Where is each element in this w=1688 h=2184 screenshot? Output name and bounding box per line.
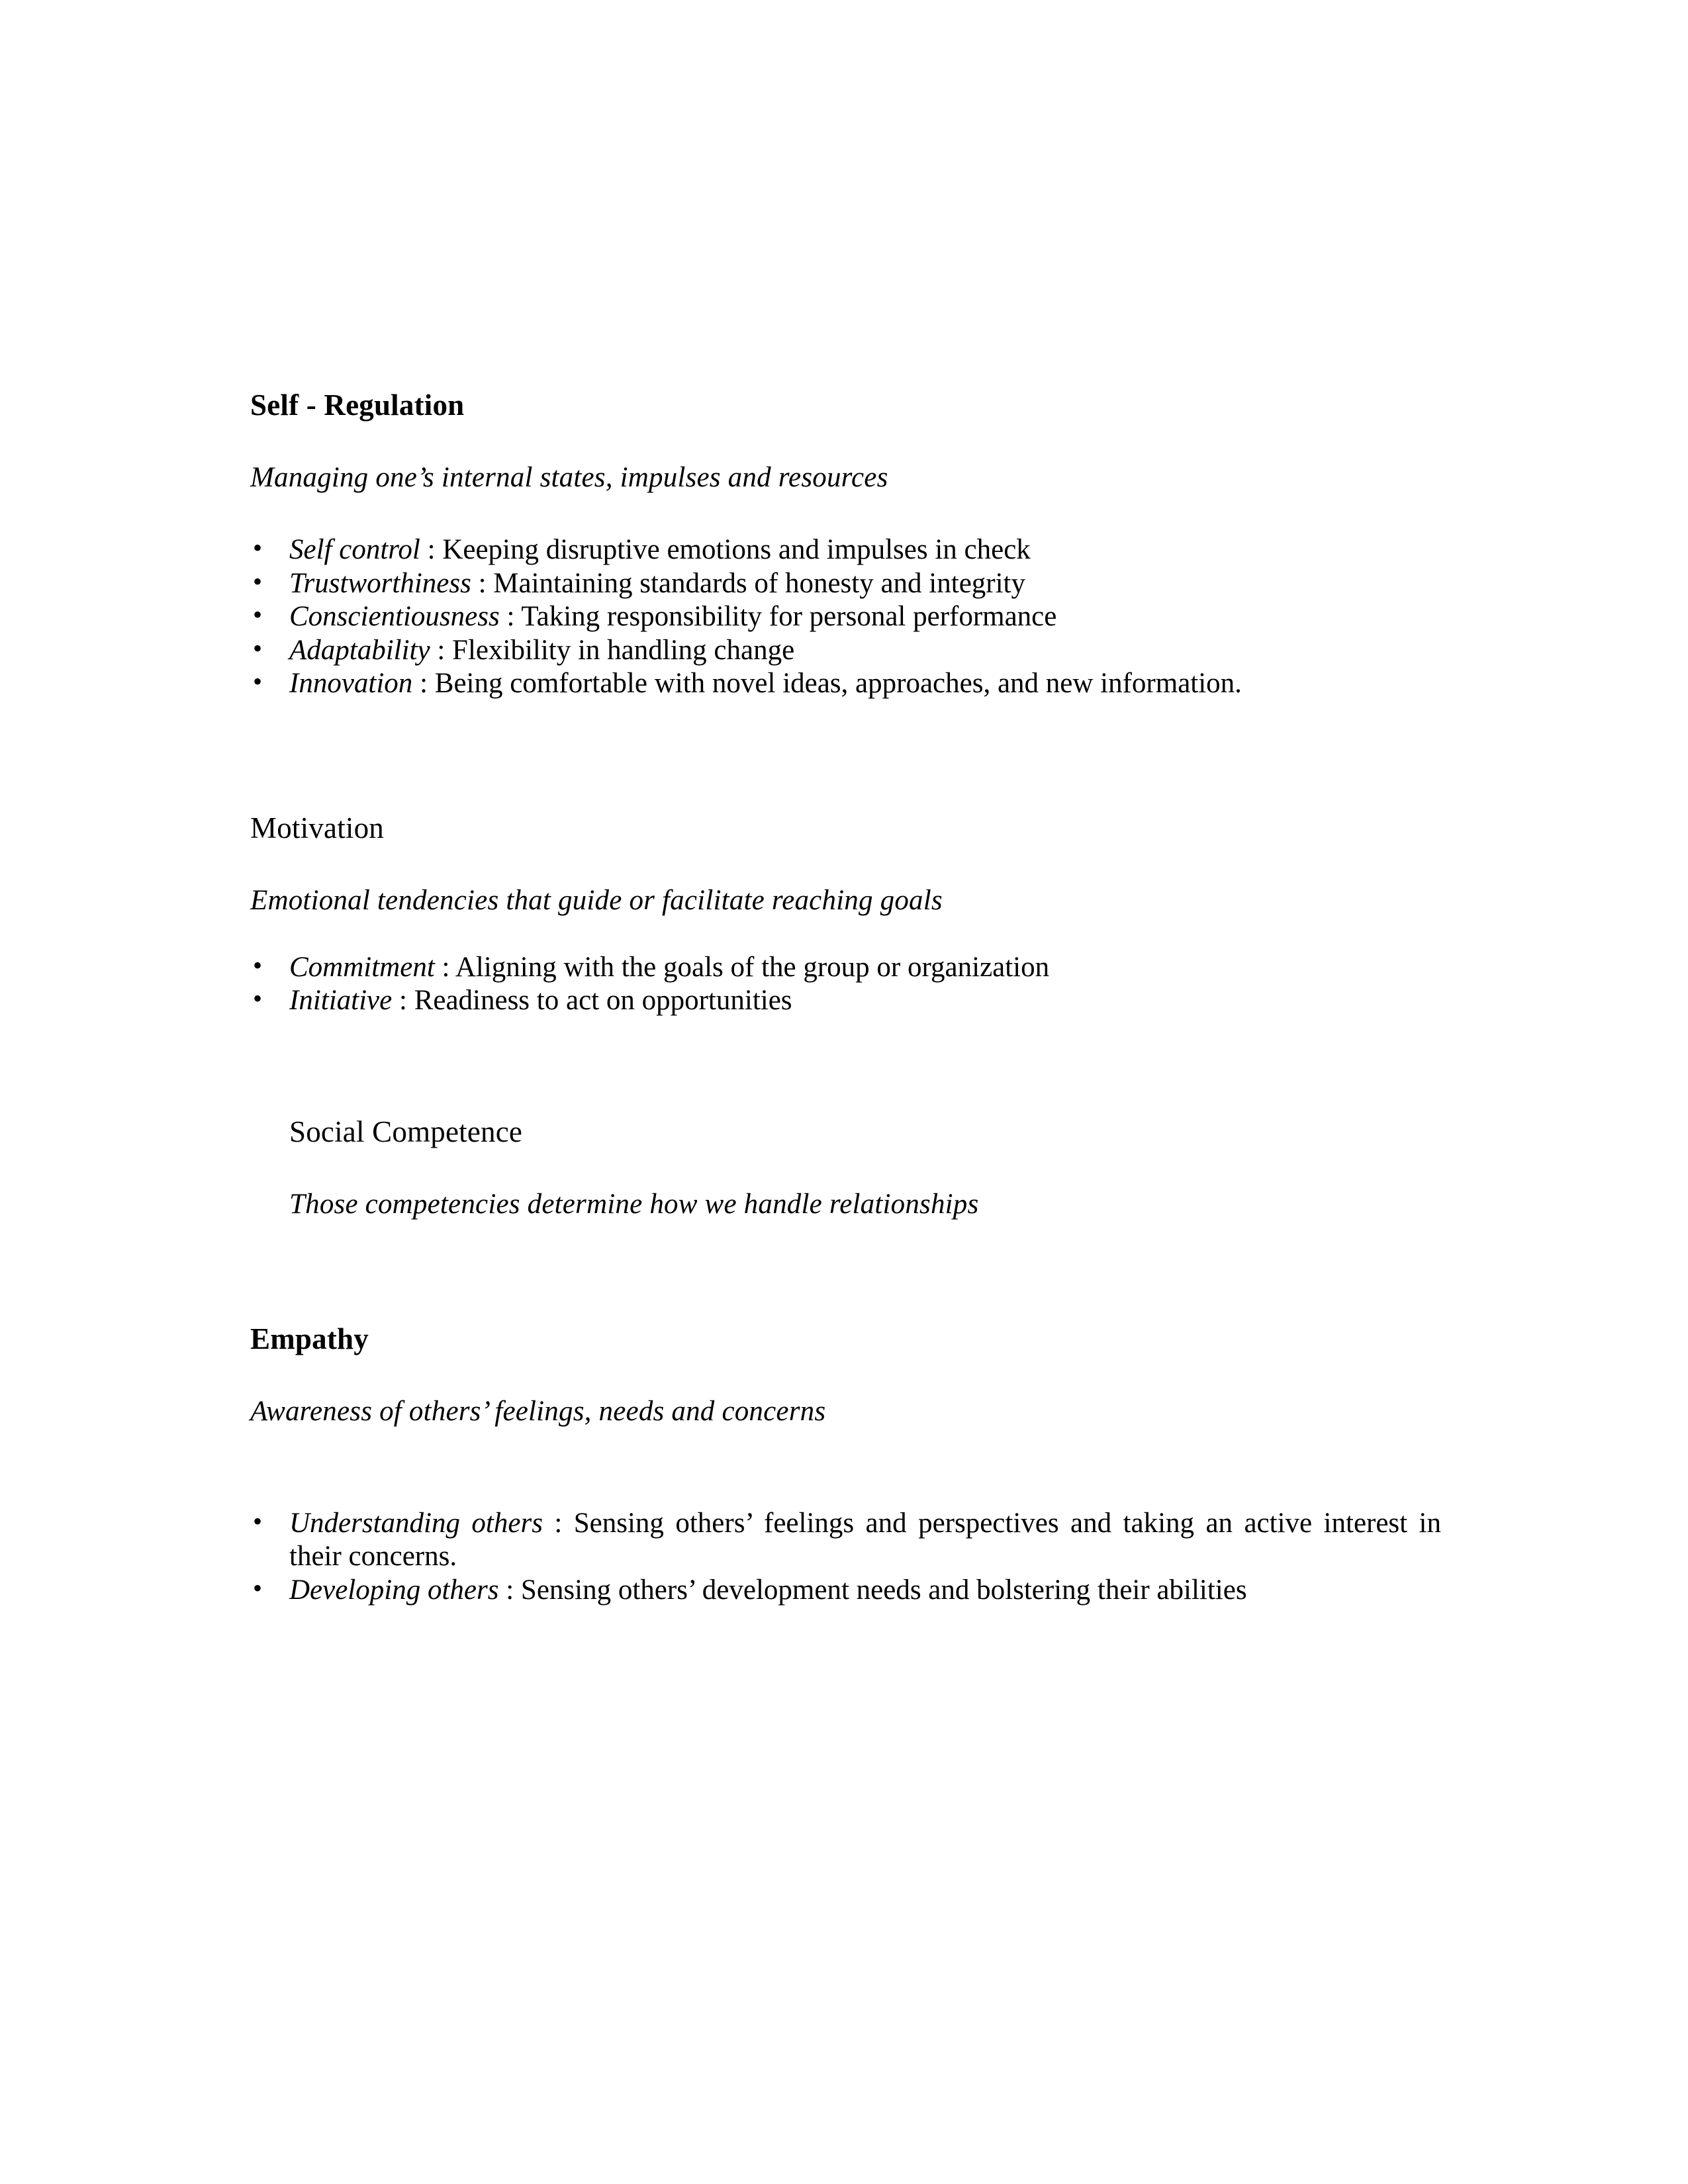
list-item	[250, 533, 1441, 567]
section-subtitle-social-competence: Those competencies determine how we handle relationships	[289, 1188, 979, 1220]
bullet-separator: :	[471, 567, 494, 599]
bullet-term: Initiative	[289, 985, 393, 1017]
list-item	[250, 951, 1441, 985]
bullet-text: Aligning with the goals of the group or organization	[455, 951, 1050, 983]
bullet-term: Self control	[289, 534, 420, 565]
bullet-separator: :	[420, 534, 443, 565]
bullet-text: Sensing others’ feelings and perspectives and taking an active interest in their concerns.	[289, 1507, 1441, 1572]
list-item	[250, 667, 1441, 701]
section-heading-motivation: Motivation	[250, 811, 384, 844]
bullet-term: Conscientiousness	[289, 601, 500, 633]
bullet-term: Innovation	[289, 668, 413, 700]
bullet-text: Readiness to act on opportunities	[414, 985, 792, 1017]
bullet-text: Sensing others’ development needs and bolstering their abilities	[520, 1574, 1247, 1606]
bullet-separator: :	[498, 1574, 521, 1606]
document-content	[250, 390, 1441, 1607]
bullet-list-motivation	[250, 951, 1441, 1018]
bullet-separator: :	[392, 985, 414, 1017]
bullet-text: Flexibility in handling change	[452, 634, 795, 666]
bullet-separator: :	[542, 1507, 574, 1539]
list-item	[250, 600, 1441, 634]
bullet-list-self-regulation	[250, 533, 1441, 701]
bullet-term: Trustworthiness	[289, 567, 471, 599]
bullet-text: Taking responsibility for personal performance	[521, 601, 1057, 633]
section-heading-empathy: Empathy	[250, 1322, 369, 1355]
bullet-text: Being comfortable with novel ideas, approaches, and new information.	[434, 668, 1242, 700]
section-social-competence	[250, 1117, 1441, 1218]
section-subtitle-motivation: Emotional tendencies that guide or facilitate reaching goals	[250, 884, 943, 916]
list-item	[250, 634, 1441, 668]
list-item	[250, 1574, 1441, 1608]
list-item	[250, 567, 1441, 601]
list-item	[250, 984, 1441, 1018]
bullet-separator: :	[430, 634, 453, 666]
list-item	[250, 1507, 1441, 1574]
bullet-text: Keeping disruptive emotions and impulses in check	[442, 534, 1031, 565]
bullet-list-empathy	[250, 1507, 1441, 1608]
bullet-term: Commitment	[289, 951, 435, 983]
bullet-term: Adaptability	[289, 634, 430, 666]
section-heading-self-regulation: Self - Regulation	[250, 388, 465, 422]
bullet-text: Maintaining standards of honesty and integrity	[493, 567, 1025, 599]
bullet-term: Understanding others	[289, 1507, 543, 1539]
bullet-separator: :	[499, 601, 522, 633]
section-heading-social-competence: Social Competence	[289, 1115, 523, 1148]
bullet-term: Developing others	[289, 1574, 499, 1606]
bullet-separator: :	[412, 668, 435, 700]
section-subtitle-self-regulation: Managing one’s internal states, impulses and resources	[250, 462, 888, 493]
section-subtitle-empathy: Awareness of others’ feelings, needs and concerns	[250, 1395, 826, 1427]
bullet-separator: :	[434, 951, 455, 983]
